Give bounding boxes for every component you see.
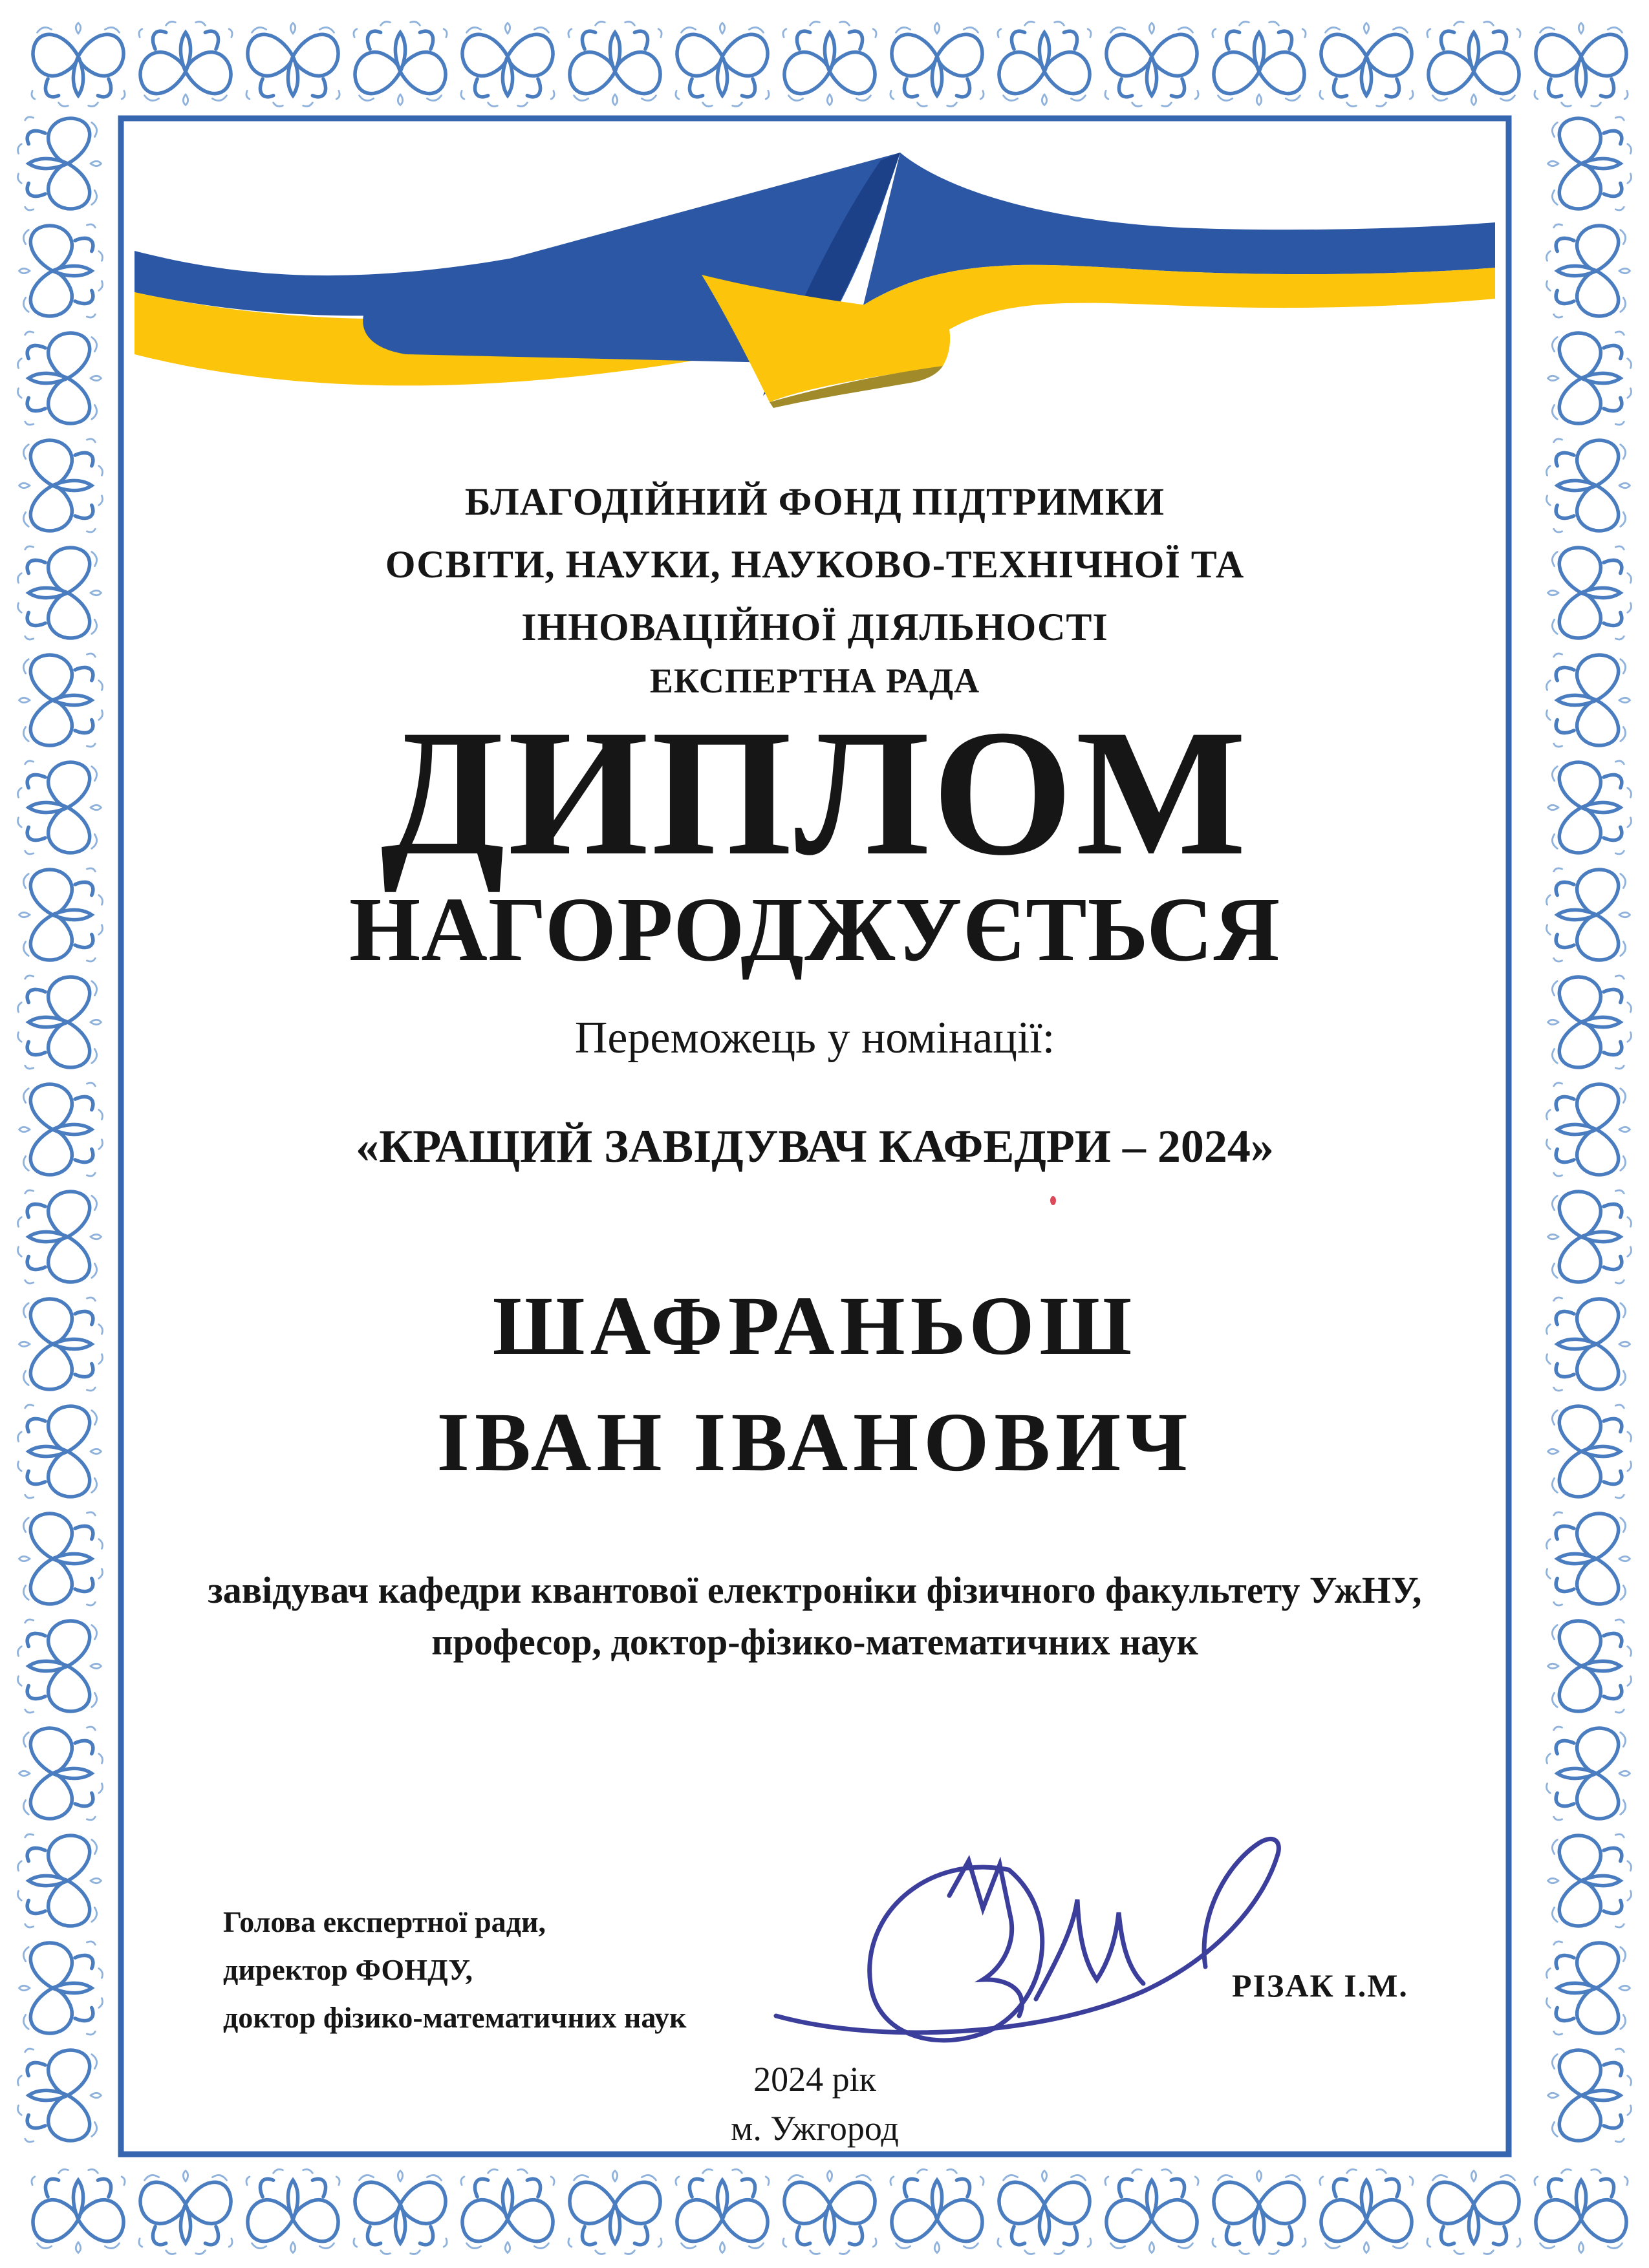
- flourish-ornament-icon: [1105, 23, 1198, 107]
- scan-speck: [1050, 1196, 1056, 1205]
- signer-title-line-2: директор ФОНДУ,: [223, 1953, 473, 1986]
- flourish-ornament-icon: [17, 761, 101, 854]
- flourish-ornament-icon: [17, 2049, 101, 2142]
- flourish-ornament-icon: [1548, 117, 1632, 210]
- flourish-ornament-icon: [1546, 1727, 1630, 1820]
- flourish-ornament-icon: [783, 21, 876, 105]
- flourish-ornament-icon: [139, 21, 232, 105]
- nomination-title: «КРАЩИЙ ЗАВІДУВАЧ КАФЕДРИ – 2024»: [356, 1120, 1274, 1172]
- flourish-ornament-icon: [1546, 1512, 1630, 1605]
- flourish-ornament-icon: [461, 23, 554, 107]
- flourish-ornament-icon: [1535, 23, 1628, 107]
- flourish-ornament-icon: [1548, 761, 1632, 854]
- flourish-ornament-icon: [1546, 439, 1630, 532]
- flourish-ornament-icon: [32, 2169, 125, 2252]
- nomination-intro: Переможець у номінації:: [574, 1013, 1055, 1063]
- flourish-ornament-icon: [17, 1190, 101, 1283]
- flourish-ornament-icon: [17, 976, 101, 1069]
- flourish-ornament-icon: [246, 23, 339, 107]
- awarded-label: НАГОРОДЖУЄТЬСЯ: [349, 878, 1281, 980]
- signer-name: РІЗАК І.М.: [1232, 1967, 1408, 2004]
- flourish-ornament-icon: [1546, 1083, 1630, 1176]
- flourish-ornament-icon: [17, 1834, 101, 1927]
- flourish-ornament-icon: [568, 21, 662, 105]
- flourish-ornament-icon: [1320, 23, 1413, 107]
- flourish-ornament-icon: [783, 2171, 876, 2254]
- city-line: м. Ужгород: [731, 2109, 899, 2148]
- flourish-ornament-icon: [1546, 1942, 1630, 2035]
- signature-icon: [776, 1839, 1278, 2040]
- flourish-ornament-icon: [890, 23, 984, 107]
- flourish-ornament-icon: [19, 1298, 103, 1391]
- flourish-ornament-icon: [1427, 21, 1520, 105]
- flourish-ornament-icon: [1105, 2169, 1198, 2252]
- org-name-line-2: ОСВІТИ, НАУКИ, НАУКОВО-ТЕХНІЧНОЇ ТА: [385, 543, 1245, 586]
- signer-title-line-3: доктор фізико-математичних наук: [223, 2001, 687, 2034]
- recipient-last-name: ШАФРАНЬОШ: [492, 1279, 1137, 1373]
- flourish-ornament-icon: [19, 868, 103, 961]
- flourish-ornament-icon: [17, 546, 101, 639]
- flourish-ornament-icon: [1548, 332, 1632, 425]
- flourish-ornament-icon: [17, 332, 101, 425]
- flourish-ornament-icon: [676, 2169, 769, 2252]
- flourish-ornament-icon: [1212, 21, 1306, 105]
- flourish-ornament-icon: [19, 439, 103, 532]
- flourish-ornament-icon: [1427, 2171, 1520, 2254]
- diploma-title: ДИПЛОМ: [380, 692, 1249, 893]
- council-label: ЕКСПЕРТНА РАДА: [649, 661, 980, 700]
- flourish-ornament-icon: [890, 2169, 984, 2252]
- org-name-line-3: ІННОВАЦІЙНОЇ ДІЯЛЬНОСТІ: [521, 606, 1108, 648]
- recipient-description-line-1: завідувач кафедри квантової електроніки фізичного факультету УжНУ,: [208, 1569, 1422, 1611]
- flourish-ornament-icon: [461, 2169, 554, 2252]
- flourish-ornament-icon: [1546, 224, 1630, 317]
- flourish-ornament-icon: [19, 654, 103, 747]
- flourish-ornament-icon: [676, 23, 769, 107]
- flourish-ornament-icon: [1548, 1834, 1632, 1927]
- org-name-line-1: БЛАГОДІЙНИЙ ФОНД ПІДТРИМКИ: [464, 480, 1165, 523]
- flourish-ornament-icon: [1546, 1298, 1630, 1391]
- flourish-ornament-icon: [354, 21, 447, 105]
- flourish-ornament-icon: [17, 1405, 101, 1498]
- flourish-ornament-icon: [17, 1620, 101, 1713]
- ukraine-ribbon: [135, 153, 1495, 408]
- flourish-ornament-icon: [998, 2171, 1091, 2254]
- flourish-ornament-icon: [19, 1083, 103, 1176]
- flourish-ornament-icon: [19, 1512, 103, 1605]
- year-line: 2024 рік: [753, 2060, 876, 2099]
- org-name: [121, 471, 1509, 659]
- flourish-ornament-icon: [354, 2171, 447, 2254]
- flourish-ornament-icon: [998, 21, 1091, 105]
- flourish-ornament-icon: [246, 2169, 339, 2252]
- flourish-ornament-icon: [19, 1727, 103, 1820]
- flourish-ornament-icon: [1546, 654, 1630, 747]
- flourish-ornament-icon: [1212, 2171, 1306, 2254]
- flourish-ornament-icon: [1546, 868, 1630, 961]
- flourish-ornament-icon: [139, 2171, 232, 2254]
- flourish-ornament-icon: [1548, 976, 1632, 1069]
- signer-title-line-1: Голова експертної ради,: [223, 1905, 546, 1938]
- flourish-ornament-icon: [1548, 546, 1632, 639]
- flourish-ornament-icon: [1548, 1405, 1632, 1498]
- flourish-ornament-icon: [19, 224, 103, 317]
- signer-titles: [223, 1898, 805, 2042]
- flourish-ornament-icon: [1320, 2169, 1413, 2252]
- recipient-first-patronymic: ІВАН ІВАНОВИЧ: [436, 1396, 1193, 1489]
- recipient-description: [121, 1565, 1509, 1668]
- flourish-ornament-icon: [1548, 2049, 1632, 2142]
- flourish-ornament-icon: [19, 1942, 103, 2035]
- flourish-ornament-icon: [17, 117, 101, 210]
- flourish-ornament-icon: [568, 2171, 662, 2254]
- flourish-ornament-icon: [1548, 1190, 1632, 1283]
- flourish-ornament-icon: [1535, 2169, 1628, 2252]
- recipient-description-line-2: професор, доктор-фізико-математичних наук: [431, 1621, 1198, 1663]
- flourish-ornament-icon: [32, 23, 125, 107]
- flourish-ornament-icon: [1548, 1620, 1632, 1713]
- date-place: [121, 2055, 1509, 2153]
